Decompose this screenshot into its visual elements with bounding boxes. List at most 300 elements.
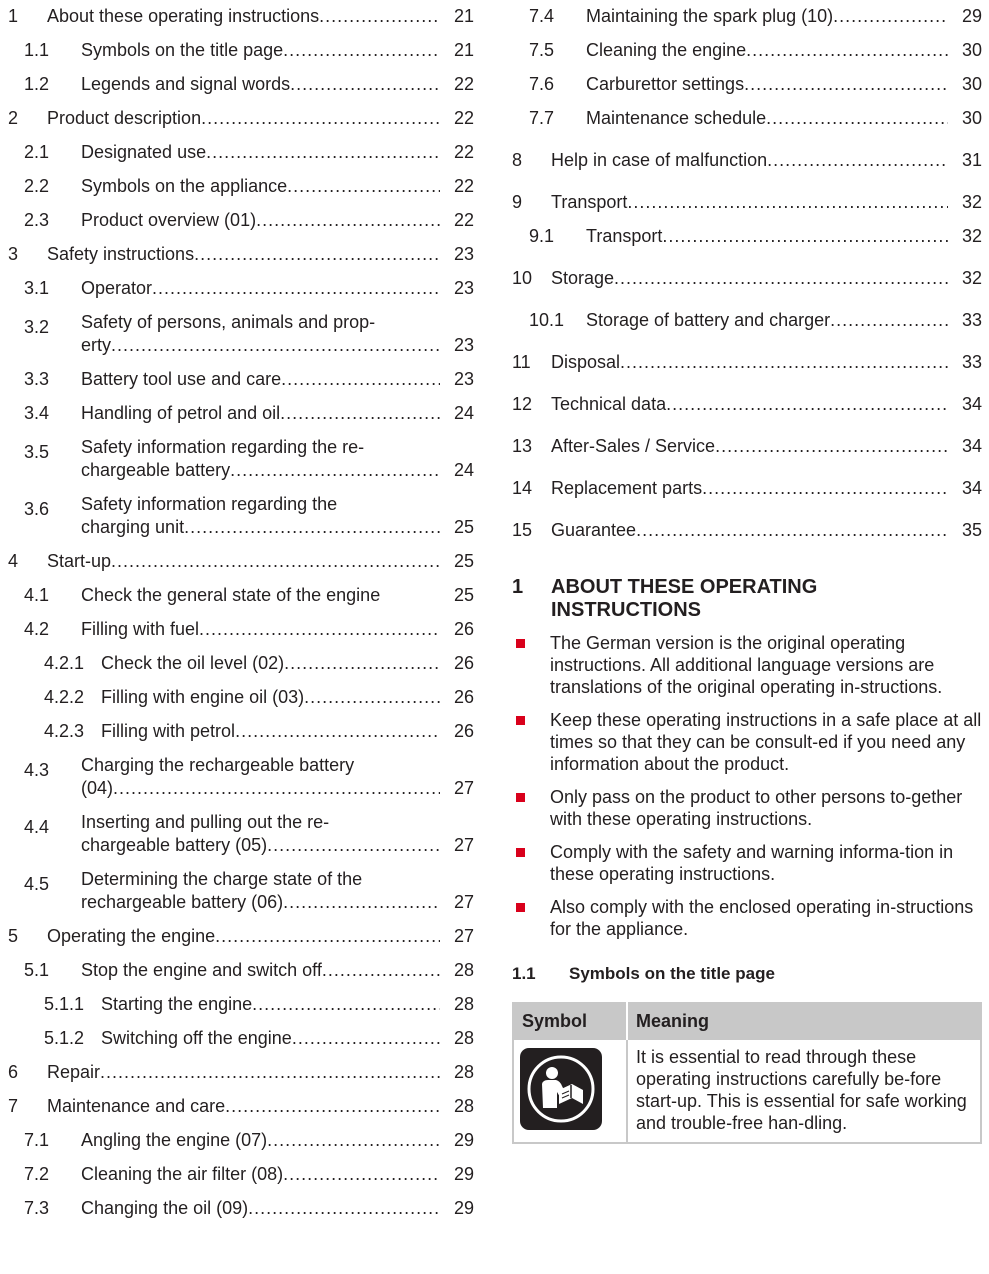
toc-entry-page: 22 [453, 210, 474, 230]
toc-entry-page: 23 [453, 369, 474, 389]
toc-entry-number: 7.5 [529, 40, 555, 60]
toc-entry-title-first-line: Safety information regarding the [81, 494, 338, 514]
toc-entry-page: 28 [453, 1062, 474, 1082]
toc-entry-page: 23 [453, 335, 474, 355]
toc-entry-title: Designated use [81, 142, 207, 162]
toc-entry-body [81, 39, 474, 68]
toc-entry-body [81, 141, 474, 170]
toc-entry-number: 5 [8, 926, 19, 946]
toc-entry-page: 24 [453, 460, 474, 480]
toc-entry[interactable] [0, 806, 474, 863]
toc-entry-title-wrap [81, 1163, 440, 1186]
toc-entry-title-wrap [47, 243, 440, 266]
toc-entry-title: Changing the oil (09) [81, 1198, 249, 1218]
toc-entry-body [81, 584, 474, 613]
toc-entry-page: 29 [453, 1198, 474, 1218]
toc-entry-body [586, 5, 982, 34]
toc-entry-body [81, 754, 474, 806]
toc-leader-dots [283, 891, 440, 914]
toc-entry-page: 22 [453, 108, 474, 128]
toc-entry-number: 3.6 [24, 499, 50, 519]
toc-leader-dots [230, 459, 440, 482]
toc-entry-title-wrap [551, 477, 948, 500]
toc-entry-number: 8 [512, 150, 523, 170]
toc-entry-page: 28 [453, 1096, 474, 1116]
toc-leader-dots [113, 777, 440, 800]
toc-entry-number: 4 [8, 551, 19, 571]
toc-entry-number: 4.2.3 [44, 721, 85, 741]
toc-entry-page: 26 [453, 653, 474, 673]
toc-entry-title-wrap [551, 435, 948, 458]
list-item [512, 709, 982, 775]
toc-entry-page: 28 [453, 994, 474, 1014]
toc-entry[interactable] [0, 306, 474, 363]
section-title-line2: INSTRUCTIONS [551, 599, 701, 621]
toc-entry-title-wrap [81, 141, 440, 164]
toc-entry[interactable] [512, 422, 982, 464]
toc-entry-page: 22 [453, 74, 474, 94]
toc-entry-body [101, 720, 474, 749]
toc-entry-page: 23 [453, 278, 474, 298]
toc-entry[interactable] [0, 1056, 474, 1090]
toc-entry-page: 29 [453, 1164, 474, 1184]
toc-entry[interactable] [0, 397, 474, 431]
list-item [512, 786, 982, 830]
toc-entry-title-line [47, 1095, 440, 1118]
toc-entry-title-wrap [47, 5, 440, 28]
bullet-square-icon [516, 716, 525, 725]
toc-entry-title-wrap [81, 1197, 440, 1220]
toc-entry[interactable] [0, 488, 474, 545]
list-item [512, 841, 982, 885]
toc-leader-dots [194, 243, 440, 266]
toc-entry-title-line [47, 550, 440, 573]
toc-entry-title-wrap [81, 402, 440, 425]
toc-entry-number: 7.1 [24, 1130, 50, 1150]
toc-entry-title: Transport [551, 192, 628, 212]
toc-entry[interactable] [512, 68, 982, 102]
toc-entry-body [551, 191, 982, 220]
toc-entry-body [81, 311, 474, 363]
toc-entry[interactable] [0, 204, 474, 238]
toc-entry-title: Storage of battery and charger [586, 310, 831, 330]
bullet-text: Comply with the safety and warning informa-tion in these operating instructions. [550, 842, 954, 884]
toc-entry-body [81, 402, 474, 431]
toc-entry-number: 10.1 [529, 310, 565, 330]
toc-leader-dots [283, 1163, 440, 1186]
toc-entry-body [81, 1197, 474, 1226]
meaning-cell: It is essential to read through these operating instructions carefully be-fore start-up. This is essential for safe working and trouble-free han-dling. [627, 1039, 981, 1143]
toc-entry-title-line [101, 1027, 440, 1050]
toc-leader-dots [235, 720, 440, 743]
toc-entry[interactable] [512, 338, 982, 380]
toc-leader-dots [744, 73, 948, 96]
toc-entry-title: Symbols on the title page [81, 40, 284, 60]
toc-entry-title: Guarantee [551, 520, 637, 540]
toc-leader-dots [248, 1197, 440, 1220]
toc-entry-title-first-line: Charging the rechargeable battery [81, 755, 355, 775]
toc-entry[interactable] [512, 102, 982, 136]
toc-entry-title-first-line: Safety information regarding the re- [81, 437, 365, 457]
toc-entry-title-wrap [81, 959, 440, 982]
toc-entry-number: 4.5 [24, 874, 50, 894]
toc-entry-page: 27 [453, 778, 474, 798]
toc-entry-body [551, 351, 982, 380]
toc-entry[interactable] [512, 296, 982, 338]
toc-entry-page: 27 [453, 892, 474, 912]
toc-entry-number: 11 [512, 352, 531, 372]
toc-entry-title-line [81, 1197, 440, 1220]
toc-entry-title: Technical data [551, 394, 667, 414]
toc-entry[interactable] [0, 170, 474, 204]
toc-entry-title: chargeable battery (05) [81, 835, 268, 855]
toc-entry-page: 26 [453, 721, 474, 741]
toc-leader-dots [833, 5, 948, 28]
bullet-text: Keep these operating instructions in a safe place at all times so that they can be consult-ed if you need any information about the product. [550, 710, 982, 774]
toc-entry[interactable] [0, 0, 474, 34]
toc-entry-title-wrap [586, 107, 948, 130]
toc-entry-number: 7.4 [529, 6, 555, 26]
toc-entry-title: Safety instructions [47, 244, 195, 264]
toc-entry-title-line [101, 720, 440, 743]
table-header-row [513, 1003, 981, 1039]
toc-entry[interactable] [0, 863, 474, 920]
toc-entry-title-line [81, 1163, 440, 1186]
toc-entry[interactable] [0, 647, 474, 681]
toc-entry-number: 3.1 [24, 278, 50, 298]
toc-entry[interactable] [0, 715, 474, 749]
toc-leader-dots [614, 267, 948, 290]
toc-entry-title-line [551, 435, 948, 458]
toc-entry[interactable] [0, 34, 474, 68]
toc-entry[interactable] [512, 464, 982, 506]
toc-entry-title-wrap [81, 277, 440, 300]
toc-entry-page: 26 [453, 687, 474, 707]
toc-entry-title: Product description [47, 108, 202, 128]
toc-entry-title-wrap [101, 993, 440, 1016]
toc-entry-page: 30 [961, 40, 982, 60]
toc-entry-title-line [551, 393, 948, 416]
toc-entry-title-line [586, 309, 948, 332]
toc-entry[interactable] [0, 272, 474, 306]
toc-leader-dots [201, 107, 440, 130]
bullet-text: Also comply with the enclosed operating in-structions for the appliance. [550, 897, 974, 939]
subsection-title: Symbols on the title page [569, 964, 775, 983]
toc-entry-body [81, 436, 474, 488]
toc-entry-number: 6 [8, 1062, 19, 1082]
toc-entry-body [81, 811, 474, 863]
toc-entry[interactable] [0, 1192, 474, 1226]
toc-entry-title-wrap [81, 311, 440, 357]
toc-entry-title-wrap [81, 584, 440, 607]
bullet-text: The German version is the original operating instructions. All additional language versions are translations of the original operating in-structions. [550, 633, 943, 697]
toc-entry-title-line [81, 834, 440, 857]
toc-entry-number: 3 [8, 244, 19, 264]
toc-entry-title-wrap [81, 811, 440, 857]
section-title [551, 576, 817, 622]
toc-entry-title-line [551, 477, 948, 500]
toc-entry-body [47, 5, 474, 34]
toc-leader-dots [152, 277, 440, 300]
toc-entry-body [551, 149, 982, 178]
toc-leader-dots [281, 368, 440, 391]
toc-entry[interactable] [0, 136, 474, 170]
toc-entry[interactable] [512, 220, 982, 254]
toc-entry-number: 4.2 [24, 619, 50, 639]
toc-entry-title-wrap [551, 393, 948, 416]
toc-entry-title-line [81, 516, 440, 539]
toc-entry-body [47, 243, 474, 272]
toc-entry-title-line [551, 267, 948, 290]
toc-entry-title: Carburettor settings [586, 74, 745, 94]
toc-entry[interactable] [0, 1124, 474, 1158]
toc-entry-body [101, 1027, 474, 1056]
toc-entry-title-wrap [101, 720, 440, 743]
toc-leader-dots [666, 393, 948, 416]
toc-entry-page: 26 [453, 619, 474, 639]
toc-entry-title-wrap [81, 73, 440, 96]
toc-entry-title-wrap [586, 73, 948, 96]
bullet-square-icon [516, 639, 525, 648]
toc-entry-body [81, 959, 474, 988]
toc-entry-page: 33 [961, 310, 982, 330]
toc-entry-title-line [47, 925, 440, 948]
toc-entry-title: About these operating instructions [47, 6, 320, 26]
toc-entry-title-line [551, 519, 948, 542]
toc-entry-title: Operator [81, 278, 153, 298]
toc-entry-number: 2 [8, 108, 19, 128]
toc-entry-title: Maintenance schedule [586, 108, 767, 128]
toc-leader-dots [767, 149, 948, 172]
toc-leader-dots [256, 209, 440, 232]
toc-entry-title-line [586, 5, 948, 28]
toc-entry-title-wrap [81, 493, 440, 539]
toc-entry-title: Maintenance and care [47, 1096, 226, 1116]
column-header-symbol: Symbol [513, 1003, 627, 1039]
toc-entry-title: erty [81, 335, 112, 355]
toc-entry-title-wrap [551, 149, 948, 172]
toc-entry-title-wrap [586, 39, 948, 62]
toc-entry-title-wrap [81, 618, 440, 641]
toc-entry-number: 4.4 [24, 817, 50, 837]
toc-leader-dots [280, 402, 440, 425]
toc-entry-title-line [551, 149, 948, 172]
toc-entry[interactable] [512, 506, 982, 548]
toc-leader-dots [715, 435, 948, 458]
section-1-heading [512, 576, 982, 622]
toc-entry-title-wrap [551, 191, 948, 214]
toc-entry-body [586, 225, 982, 254]
toc-entry[interactable] [512, 178, 982, 220]
toc-leader-dots [319, 5, 440, 28]
toc-entry-number: 4.3 [24, 760, 50, 780]
toc-entry-title: Stop the engine and switch off [81, 960, 322, 980]
toc-entry-page: 29 [961, 6, 982, 26]
toc-entry-number: 3.4 [24, 403, 50, 423]
toc-entry-title-line [586, 107, 948, 130]
toc-entry-title: Replacement parts [551, 478, 703, 498]
toc-entry-title-line [81, 891, 440, 914]
toc-entry-number: 12 [512, 394, 533, 414]
toc-entry-number: 7.3 [24, 1198, 50, 1218]
section-title-line1: ABOUT THESE OPERATING [551, 576, 818, 598]
toc-entry-title-wrap [47, 1095, 440, 1118]
toc-entry-title-wrap [586, 225, 948, 248]
toc-entry-number: 2.3 [24, 210, 50, 230]
list-item [512, 632, 982, 698]
toc-entry-body [551, 435, 982, 464]
toc-entry-page: 28 [453, 1028, 474, 1048]
toc-entry-title: Starting the engine [101, 994, 253, 1014]
toc-entry-title: Repair [47, 1062, 101, 1082]
toc-entry-title-line [81, 277, 440, 300]
toc-entry-body [81, 277, 474, 306]
toc-entry-title-wrap [81, 1129, 440, 1152]
toc-entry-title: Disposal [551, 352, 621, 372]
toc-entry-title: Transport [586, 226, 663, 246]
toc-entry-page: 25 [453, 551, 474, 571]
toc-leader-dots [283, 39, 440, 62]
toc-entry-title: Operating the engine [47, 926, 216, 946]
list-item [512, 896, 982, 940]
toc-entry-body [551, 393, 982, 422]
toc-leader-dots [627, 191, 948, 214]
bullet-square-icon [516, 903, 525, 912]
toc-entry-title: chargeable battery [81, 460, 231, 480]
right-column [512, 0, 982, 1144]
toc-entry-page: 29 [453, 1130, 474, 1150]
toc-entry-title-first-line: Inserting and pulling out the re- [81, 812, 330, 832]
toc-leader-dots [290, 73, 440, 96]
toc-entry[interactable] [0, 238, 474, 272]
toc-entry-page: 32 [961, 192, 982, 212]
toc-entry[interactable] [0, 363, 474, 397]
toc-entry-page: 27 [453, 926, 474, 946]
bullet-square-icon [516, 793, 525, 802]
toc-entry-title-line [586, 39, 948, 62]
toc-entry[interactable] [0, 431, 474, 488]
toc-entry-title-wrap [81, 39, 440, 62]
toc-entry-number: 4.1 [24, 585, 50, 605]
toc-entry-title-line [81, 141, 440, 164]
toc-entry-number: 7.2 [24, 1164, 50, 1184]
toc-entry-body [81, 368, 474, 397]
toc-leader-dots [267, 1129, 440, 1152]
toc-leader-dots [830, 309, 948, 332]
toc-entry-title-wrap [47, 925, 440, 948]
toc-entry-page: 24 [453, 403, 474, 423]
toc-leader-dots [304, 686, 440, 709]
toc-entry-page: 32 [961, 268, 982, 288]
toc-entry-page: 35 [961, 520, 982, 540]
toc-entry-number: 10 [512, 268, 533, 288]
toc-entry-body [586, 39, 982, 68]
toc-entry-number: 9 [512, 192, 523, 212]
toc-entry-body [81, 618, 474, 647]
toc-entry[interactable] [512, 380, 982, 422]
toc-entry-title: Cleaning the engine [586, 40, 747, 60]
toc-entry[interactable] [0, 954, 474, 988]
toc-entry[interactable] [0, 545, 474, 579]
toc-entry-title-wrap [101, 1027, 440, 1050]
toc-entry[interactable] [0, 579, 474, 613]
toc-entry-body [81, 73, 474, 102]
toc-entry[interactable] [0, 988, 474, 1022]
toc-entry-page: 31 [961, 150, 982, 170]
toc-entry-page: 27 [453, 835, 474, 855]
toc-entry[interactable] [0, 1090, 474, 1124]
toc-entry[interactable] [512, 136, 982, 178]
toc-entry-title-line [81, 459, 440, 482]
toc-entry-title-line [81, 777, 440, 800]
toc-entry[interactable] [0, 749, 474, 806]
toc-entry-title: (04) [81, 778, 114, 798]
toc-entry-title: Storage [551, 268, 615, 288]
section-number: 1 [512, 576, 524, 598]
toc-entry-page: 33 [961, 352, 982, 372]
toc-leader-dots [206, 141, 440, 164]
toc-entry-body [586, 309, 982, 338]
toc-entry-title-wrap [81, 754, 440, 800]
toc-entry[interactable] [512, 254, 982, 296]
toc-entry-title-line [101, 993, 440, 1016]
toc-entry-number: 7 [8, 1096, 19, 1116]
toc-entry[interactable] [0, 681, 474, 715]
toc-entry[interactable] [0, 102, 474, 136]
toc-entry[interactable] [0, 920, 474, 954]
toc-leader-dots [215, 925, 440, 948]
toc-entry[interactable] [0, 1022, 474, 1056]
toc-entry-title-line [47, 107, 440, 130]
toc-entry-number: 5.1.1 [44, 994, 85, 1014]
toc-entry-title-line [81, 39, 440, 62]
toc-entry-title-line [586, 225, 948, 248]
toc-entry-number: 5.1 [24, 960, 50, 980]
toc-entry-body [47, 925, 474, 954]
toc-entry-number: 14 [512, 478, 533, 498]
toc-entry-body [81, 209, 474, 238]
toc-leader-dots [184, 516, 440, 539]
toc-entry[interactable] [512, 34, 982, 68]
toc-leader-dots [267, 834, 440, 857]
toc-entry-title-wrap [101, 686, 440, 709]
toc-entry-body [81, 175, 474, 204]
toc-leader-dots [252, 993, 440, 1016]
toc-entry-number: 9.1 [529, 226, 555, 246]
toc-entry-title-wrap [586, 5, 948, 28]
toc-entry-number: 1.2 [24, 74, 50, 94]
toc-entry-number: 1 [8, 6, 19, 26]
toc-entry-page: 34 [961, 478, 982, 498]
toc-entry[interactable] [512, 0, 982, 34]
toc-entry-number: 3.2 [24, 317, 50, 337]
toc-entry[interactable] [0, 1158, 474, 1192]
toc-entry-title: Check the general state of the engine [81, 585, 381, 605]
toc-entry-title-wrap [551, 519, 948, 542]
toc-entry-body [586, 107, 982, 136]
toc-entry-title: Switching off the engine [101, 1028, 292, 1048]
toc-entry[interactable] [0, 68, 474, 102]
toc-leader-dots [199, 618, 440, 641]
toc-entry-number: 4.2.1 [44, 653, 85, 673]
toc-entry-title: Handling of petrol and oil [81, 403, 281, 423]
toc-entry-body [81, 868, 474, 920]
toc-entry-title: Help in case of malfunction [551, 150, 768, 170]
toc-entry-body [47, 1095, 474, 1124]
toc-entry[interactable] [0, 613, 474, 647]
toc-entry-body [551, 267, 982, 296]
toc-entry-title-line [81, 959, 440, 982]
